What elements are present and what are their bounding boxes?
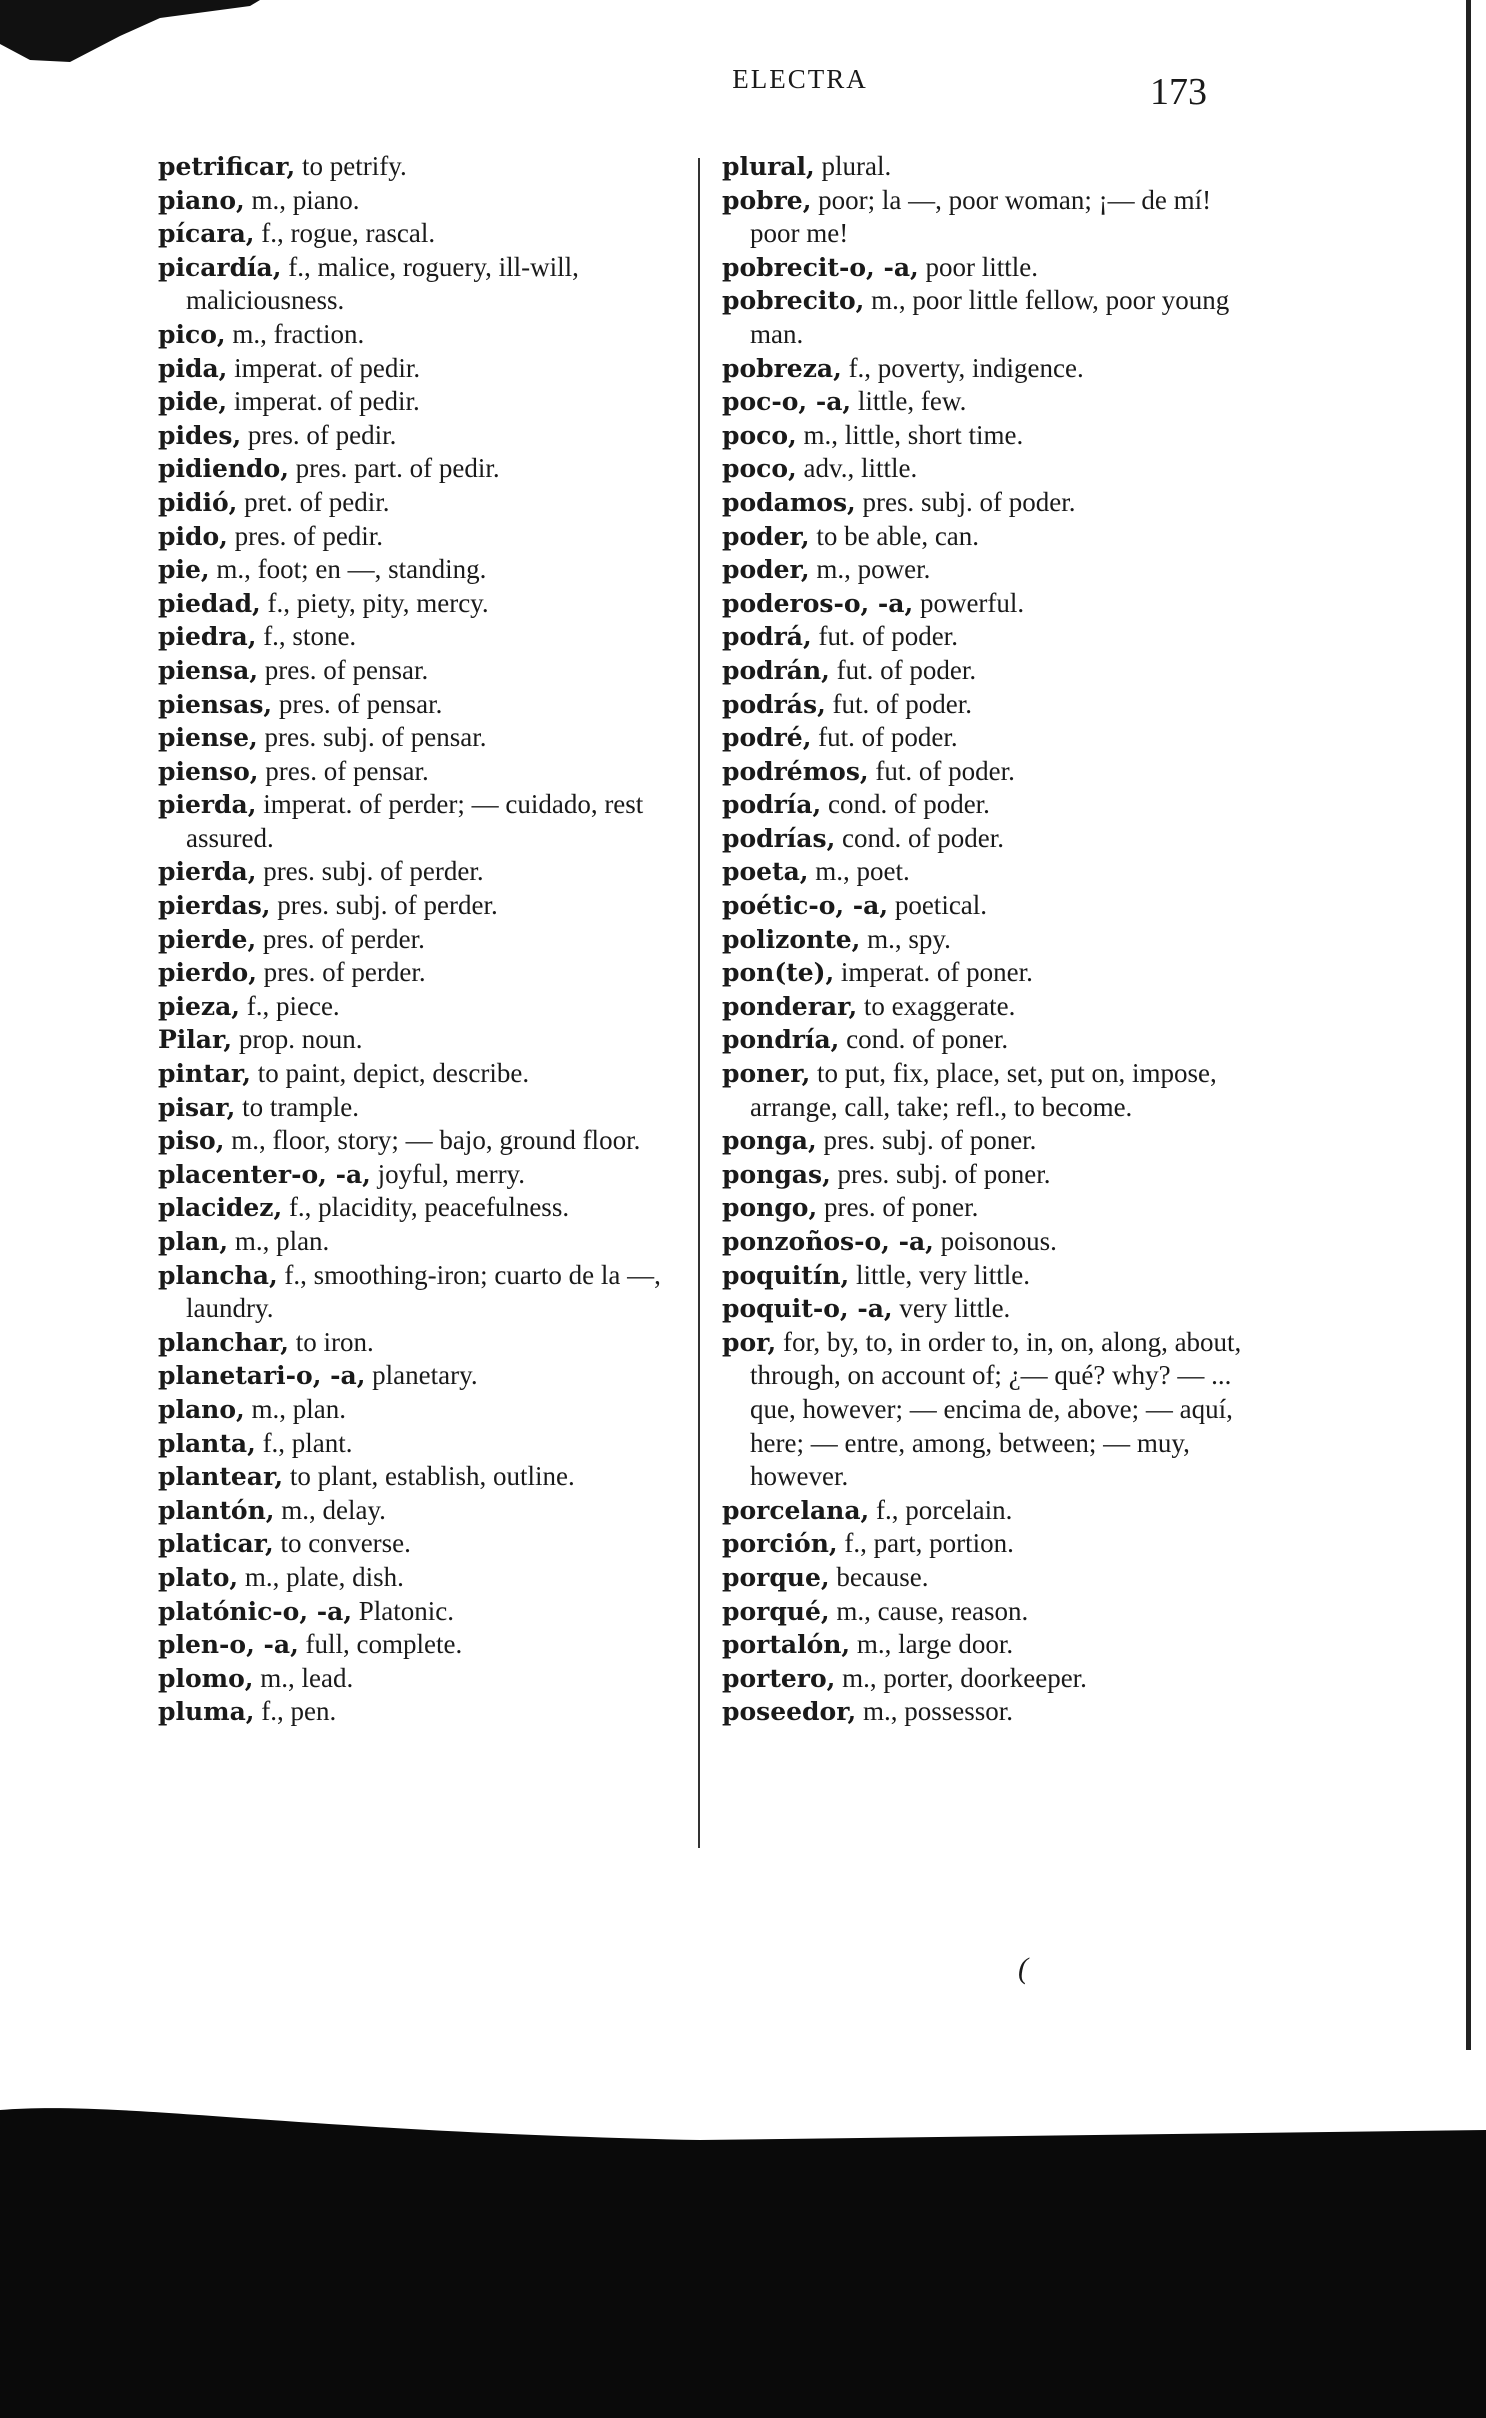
entry-definition: pres. of perder.	[262, 923, 425, 954]
entry-headword: plan,	[158, 1227, 229, 1256]
stray-mark: (	[1018, 1952, 1028, 1985]
dictionary-entry	[158, 889, 678, 923]
entry-definition: little, very little.	[855, 1259, 1030, 1290]
entry-definition: pres. of pedir.	[247, 419, 397, 450]
entry-headword: piensa,	[158, 655, 259, 685]
entry-headword: petrificar,	[158, 152, 296, 181]
entry-headword: pondría,	[722, 1025, 840, 1055]
dictionary-entry	[722, 587, 1242, 621]
entry-definition: fut. of poder.	[818, 621, 958, 652]
entry-headword: ponga,	[722, 1126, 817, 1156]
dictionary-entry	[158, 1057, 678, 1091]
dictionary-entry	[158, 855, 678, 889]
entry-headword: podrías,	[722, 823, 836, 853]
entry-definition: poor; la —, poor woman; ¡— de mí! poor me!	[750, 184, 1212, 249]
entry-definition: imperat. of poner.	[840, 957, 1033, 988]
entry-definition: pres. subj. of poner.	[823, 1125, 1037, 1156]
entry-definition: pres. subj. of poner.	[837, 1158, 1051, 1189]
entry-headword: piano,	[158, 185, 245, 215]
entry-headword: pierda,	[158, 857, 257, 887]
entry-definition: to trample.	[242, 1091, 360, 1122]
entry-definition: m., spy.	[867, 923, 951, 954]
entry-headword: piedad,	[158, 588, 261, 618]
dictionary-entry	[158, 1561, 678, 1595]
entry-definition: joyful, merry.	[377, 1158, 526, 1189]
entry-headword: plantear,	[158, 1462, 284, 1492]
entry-definition: m., large door.	[856, 1629, 1014, 1660]
entry-headword: pida,	[158, 353, 228, 383]
entry-headword: ponzoños-o, -a,	[722, 1227, 934, 1256]
dictionary-entry	[158, 452, 678, 486]
dictionary-entry	[722, 1527, 1242, 1561]
entry-headword: piensas,	[158, 689, 273, 719]
entry-definition: m., delay.	[281, 1494, 386, 1525]
dictionary-entry	[158, 1191, 678, 1225]
entry-definition: pres. subj. of poder.	[862, 486, 1076, 517]
entry-definition: m., foot; en —, standing.	[216, 554, 487, 585]
dictionary-entry	[722, 956, 1242, 990]
dictionary-entry	[158, 385, 678, 419]
entry-headword: plomo,	[158, 1663, 254, 1693]
entry-definition: f., part, portion.	[844, 1528, 1014, 1559]
entry-definition: f., plant.	[262, 1427, 353, 1458]
entry-definition: pret. of pedir.	[244, 486, 390, 517]
entry-definition: m., cause, reason.	[836, 1595, 1029, 1626]
entry-headword: ponderar,	[722, 991, 858, 1021]
entry-headword: pobrecit-o, -a,	[722, 252, 919, 282]
entry-headword: platicar,	[158, 1529, 274, 1559]
entry-headword: poquit-o, -a,	[722, 1294, 893, 1324]
entry-headword: planetari-o, -a,	[158, 1361, 366, 1391]
entry-headword: plancha,	[158, 1260, 278, 1290]
dictionary-entry	[722, 923, 1242, 957]
entry-definition: f., piece.	[246, 990, 340, 1021]
dictionary-entry	[722, 284, 1242, 351]
entry-headword: pluma,	[158, 1697, 255, 1727]
entry-definition: plural.	[821, 151, 892, 181]
dictionary-entry	[722, 1023, 1242, 1057]
dictionary-entry	[722, 1628, 1242, 1662]
entry-headword: poder,	[722, 521, 810, 551]
dictionary-entry	[722, 184, 1242, 251]
entry-definition: prop. noun.	[238, 1024, 363, 1055]
dictionary-entry	[158, 1628, 678, 1662]
entry-headword: piense,	[158, 723, 258, 753]
entry-headword: pierde,	[158, 924, 257, 954]
entry-definition: pres. of pensar.	[265, 755, 429, 786]
dictionary-entry	[722, 688, 1242, 722]
entry-headword: picardía,	[158, 252, 282, 282]
page-edge-line	[1466, 0, 1471, 2050]
dictionary-entry	[722, 620, 1242, 654]
dictionary-entry	[722, 889, 1242, 923]
dictionary-entry	[722, 1662, 1242, 1696]
dictionary-entry	[722, 486, 1242, 520]
entry-definition: poetical.	[894, 890, 988, 921]
entry-headword: portero,	[722, 1663, 836, 1693]
left-column	[158, 150, 678, 1729]
dictionary-entry	[722, 1259, 1242, 1293]
dictionary-entry	[158, 1662, 678, 1696]
dictionary-entry	[722, 251, 1242, 285]
dictionary-entry	[158, 956, 678, 990]
entry-definition: m., plan.	[234, 1226, 330, 1256]
entry-headword: pido,	[158, 521, 228, 551]
entry-headword: polizonte,	[722, 924, 861, 954]
entry-headword: pie,	[158, 555, 210, 585]
entry-definition: f., rogue, rascal.	[261, 218, 436, 249]
running-title: ELECTRA	[732, 64, 868, 94]
dictionary-entry	[722, 855, 1242, 889]
entry-definition: to paint, depict, describe.	[257, 1058, 530, 1089]
entry-headword: pícara,	[158, 219, 255, 249]
entry-definition: m., little, short time.	[803, 419, 1024, 450]
entry-definition: planetary.	[372, 1360, 478, 1391]
dictionary-entry	[158, 1460, 678, 1494]
entry-headword: pienso,	[158, 756, 259, 786]
entry-headword: Pilar,	[158, 1025, 233, 1055]
entry-definition: fut. of poder.	[836, 654, 977, 685]
entry-definition: cond. of poder.	[827, 789, 990, 820]
entry-headword: porción,	[722, 1529, 838, 1559]
entry-headword: pides,	[158, 420, 242, 450]
dictionary-entry	[158, 1225, 678, 1259]
entry-headword: podrémos,	[722, 756, 869, 786]
entry-headword: poner,	[722, 1059, 811, 1089]
entry-headword: piedra,	[158, 622, 257, 652]
dictionary-entry	[722, 1695, 1242, 1729]
dictionary-entry	[722, 1057, 1242, 1124]
entry-headword: pierdo,	[158, 958, 257, 988]
entry-definition: pres. of pensar.	[264, 654, 429, 685]
dictionary-entry	[722, 1561, 1242, 1595]
entry-definition: pres. subj. of perder.	[263, 856, 484, 887]
entry-definition: f., stone.	[263, 621, 357, 652]
dictionary-entry	[722, 788, 1242, 822]
dictionary-entry	[158, 1124, 678, 1158]
entry-headword: plen-o, -a,	[158, 1630, 299, 1660]
entry-headword: podrás,	[722, 689, 826, 719]
entry-definition: powerful.	[919, 587, 1025, 618]
entry-definition: m., fraction.	[232, 318, 365, 349]
entry-headword: pieza,	[158, 991, 240, 1021]
entry-headword: platónic-o, -a,	[158, 1596, 353, 1626]
entry-headword: porqué,	[722, 1596, 830, 1626]
entry-headword: podría,	[722, 790, 822, 820]
page-number: 173	[1150, 71, 1207, 113]
dictionary-entry	[722, 352, 1242, 386]
entry-definition: pres. subj. of pensar.	[264, 722, 487, 753]
entry-definition: adv., little.	[803, 453, 918, 484]
entry-headword: podamos,	[722, 487, 856, 517]
entry-definition: f., piety, pity, mercy.	[267, 587, 489, 618]
dictionary-entry	[722, 419, 1242, 453]
entry-definition: m., piano.	[251, 184, 360, 215]
entry-headword: poseedor,	[722, 1697, 857, 1727]
entry-definition: pres. of pensar.	[278, 688, 443, 719]
entry-definition: pres. of perder.	[263, 957, 426, 988]
entry-definition: very little.	[899, 1293, 1011, 1324]
dictionary-entry	[158, 184, 678, 218]
entry-headword: plato,	[158, 1562, 239, 1592]
dictionary-entry	[158, 318, 678, 352]
dictionary-entry	[722, 755, 1242, 789]
entry-headword: pide,	[158, 387, 228, 417]
dictionary-entry	[722, 654, 1242, 688]
dictionary-entry	[158, 587, 678, 621]
dictionary-entry	[722, 1124, 1242, 1158]
entry-definition: fut. of poder.	[818, 722, 958, 753]
entry-headword: poeta,	[722, 857, 809, 887]
dictionary-entry	[158, 1494, 678, 1528]
dictionary-entry	[158, 1359, 678, 1393]
entry-definition: because.	[836, 1561, 929, 1592]
entry-headword: pobre,	[722, 185, 812, 215]
dictionary-entry	[722, 452, 1242, 486]
entry-headword: plantón,	[158, 1495, 275, 1525]
dictionary-entry	[722, 553, 1242, 587]
entry-definition: imperat. of pedir.	[234, 352, 421, 383]
dictionary-entry	[722, 1292, 1242, 1326]
dictionary-entry	[158, 1427, 678, 1461]
scan-shadow-bottom	[0, 2040, 1486, 2418]
entry-definition: f., pen.	[261, 1696, 337, 1727]
entry-headword: pidió,	[158, 487, 238, 517]
dictionary-entry	[158, 486, 678, 520]
entry-headword: poco,	[722, 420, 797, 450]
entry-definition: fut. of poder.	[832, 688, 973, 719]
entry-headword: poderos-o, -a,	[722, 588, 914, 618]
entry-headword: placidez,	[158, 1193, 283, 1223]
dictionary-entry	[158, 1158, 678, 1192]
entry-definition: m., poor little fellow, poor young man.	[750, 285, 1230, 349]
dictionary-entry	[158, 1595, 678, 1629]
entry-definition: poor little.	[925, 251, 1038, 282]
dictionary-entry	[722, 1225, 1242, 1259]
entry-definition: m., lead.	[260, 1662, 354, 1693]
dictionary-entry	[158, 923, 678, 957]
entry-definition: f., poverty, indigence.	[848, 352, 1084, 383]
entry-headword: pintar,	[158, 1059, 251, 1089]
entry-definition: imperat. of perder; — cuidado, rest assured.	[186, 789, 644, 853]
ink-blot-top-left	[0, 0, 260, 70]
dictionary-entry	[158, 1091, 678, 1125]
entry-definition: full, complete.	[305, 1629, 463, 1660]
entry-definition: m., plate, dish.	[244, 1561, 404, 1592]
entry-headword: poco,	[722, 454, 797, 484]
entry-definition: pres. part. of pedir.	[295, 453, 500, 484]
entry-headword: pongas,	[722, 1159, 831, 1189]
entry-definition: to be able, can.	[816, 520, 980, 551]
entry-headword: poc-o, -a,	[722, 387, 852, 417]
dictionary-entry	[158, 688, 678, 722]
dictionary-entry	[158, 150, 678, 184]
entry-definition: Platonic.	[358, 1595, 455, 1626]
dictionary-entry	[722, 1326, 1242, 1494]
dictionary-entry	[722, 150, 1242, 184]
dictionary-entry	[158, 1393, 678, 1427]
dictionary-entry	[722, 822, 1242, 856]
entry-headword: poder,	[722, 555, 810, 585]
dictionary-entry	[722, 1158, 1242, 1192]
entry-headword: podrá,	[722, 622, 812, 652]
entry-definition: cond. of poner.	[846, 1024, 1009, 1055]
entry-definition: cond. of poder.	[842, 822, 1004, 853]
entry-definition: m., poet.	[815, 856, 910, 887]
entry-headword: pobreza,	[722, 353, 842, 383]
entry-definition: to converse.	[280, 1528, 411, 1559]
entry-definition: m., power.	[816, 554, 931, 585]
right-column	[722, 150, 1242, 1729]
dictionary-entry	[158, 1527, 678, 1561]
entry-definition: f., placidity, peacefulness.	[288, 1192, 570, 1223]
dictionary-entry	[158, 352, 678, 386]
entry-definition: m., possessor.	[863, 1696, 1014, 1727]
entry-definition: f., malice, roguery, ill-will, maliciousness.	[186, 251, 579, 316]
entry-definition: to iron.	[295, 1326, 374, 1357]
entry-definition: m., plan.	[251, 1393, 346, 1424]
entry-headword: planchar,	[158, 1327, 290, 1357]
entry-headword: podrán,	[722, 655, 830, 685]
dictionary-entry	[158, 520, 678, 554]
dictionary-entry	[158, 620, 678, 654]
entry-headword: pierda,	[158, 790, 257, 820]
entry-definition: f., smoothing-iron; cuarto de la —, laundry.	[186, 1259, 661, 1324]
entry-definition: poisonous.	[940, 1226, 1057, 1256]
entry-headword: por,	[722, 1327, 777, 1357]
dictionary-entry	[158, 755, 678, 789]
dictionary-entry	[722, 1494, 1242, 1528]
dictionary-entry	[722, 1191, 1242, 1225]
dictionary-entry	[158, 1326, 678, 1360]
entry-definition: little, few.	[857, 386, 967, 417]
dictionary-entry	[722, 1595, 1242, 1629]
entry-headword: planta,	[158, 1428, 256, 1458]
entry-headword: pierdas,	[158, 891, 271, 921]
entry-definition: to exaggerate.	[863, 990, 1016, 1021]
entry-headword: portalón,	[722, 1630, 851, 1660]
entry-headword: poétic-o, -a,	[722, 891, 889, 921]
dictionary-entry	[722, 990, 1242, 1024]
entry-definition: for, by, to, in order to, in, on, along, about, through, on account of; ¿— qué? why? — ... que, however; — encima de, above; — aquí, here; — entre, among, between; — muy, however.	[750, 1326, 1242, 1492]
dictionary-entry	[158, 990, 678, 1024]
entry-definition: m., porter, doorkeeper.	[842, 1662, 1087, 1693]
dictionary-entry	[158, 251, 678, 318]
entry-headword: poquitín,	[722, 1260, 850, 1290]
dictionary-entry	[158, 419, 678, 453]
dictionary-entry	[158, 721, 678, 755]
entry-definition: imperat. of pedir.	[233, 386, 420, 417]
dictionary-entry	[158, 1259, 678, 1326]
dictionary-entry	[158, 1695, 678, 1729]
dictionary-entry	[722, 520, 1242, 554]
entry-definition: to plant, establish, outline.	[289, 1461, 575, 1492]
entry-definition: m., floor, story; — bajo, ground floor.	[231, 1125, 641, 1156]
dictionary-entry	[158, 553, 678, 587]
entry-headword: pisar,	[158, 1092, 236, 1122]
entry-definition: fut. of poder.	[875, 755, 1015, 786]
entry-headword: plural,	[722, 152, 815, 181]
entry-headword: pidiendo,	[158, 454, 289, 484]
entry-headword: placenter-o, -a,	[158, 1159, 371, 1189]
dictionary-entry	[722, 385, 1242, 419]
entry-definition: pres. of poner.	[823, 1192, 979, 1223]
entry-headword: plano,	[158, 1394, 245, 1424]
entry-headword: pongo,	[722, 1193, 818, 1223]
entry-headword: porque,	[722, 1562, 830, 1592]
entry-headword: porcelana,	[722, 1495, 870, 1525]
entry-definition: pres. subj. of perder.	[277, 890, 498, 921]
entry-definition: to put, fix, place, set, put on, impose, arrange, call, take; refl., to become.	[750, 1058, 1217, 1122]
dictionary-entry	[158, 217, 678, 251]
entry-headword: pon(te),	[722, 958, 835, 988]
column-divider	[698, 158, 700, 1848]
entry-definition: to petrify.	[302, 151, 407, 181]
entry-headword: pico,	[158, 319, 226, 349]
dictionary-entry	[158, 654, 678, 688]
dictionary-entry	[158, 1023, 678, 1057]
dictionary-entry	[722, 721, 1242, 755]
dictionary-entry	[158, 788, 678, 855]
entry-headword: pobrecito,	[722, 286, 865, 316]
entry-definition: f., porcelain.	[875, 1494, 1013, 1525]
entry-headword: podré,	[722, 723, 812, 753]
entry-definition: pres. of pedir.	[234, 520, 384, 551]
entry-headword: piso,	[158, 1126, 225, 1156]
